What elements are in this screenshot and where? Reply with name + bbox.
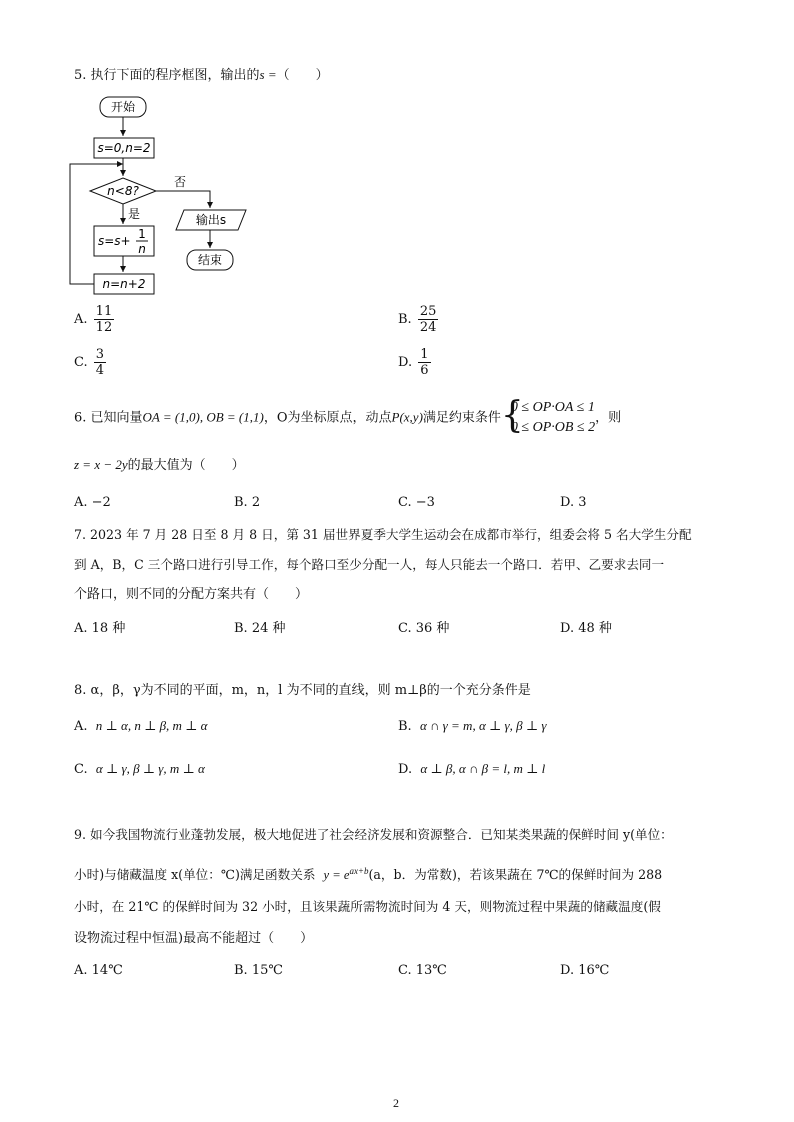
q7-option-d: D. 48 种 xyxy=(560,621,612,636)
flow-output-label: 输出s xyxy=(195,213,227,227)
flow-assign-frac-den: n xyxy=(138,242,146,256)
q6-vectors: OA = (1,0), OB = (1,1) xyxy=(142,409,264,425)
q9-option-a: A. 14℃ xyxy=(74,963,123,978)
q6-constraint-system: { 0 ≤ OP·OA ≤ 1 0 ≤ OP·OB ≤ 2 xyxy=(500,395,596,436)
q8-option-b: B. α ∩ γ = m, α ⊥ γ, β ⊥ γ xyxy=(398,718,547,734)
q6-stem-line2: z = x − 2y的最大值为（ ） xyxy=(74,457,245,473)
q8-option-a: A. n ⊥ α, n ⊥ β, m ⊥ α xyxy=(74,718,208,734)
q5-option-b: B. $\frac{25}{24}$ xyxy=(398,304,437,335)
flow-assign-frac-num: 1 xyxy=(138,227,146,241)
q7-option-b: B. 24 种 xyxy=(234,621,286,636)
flow-init-label: s=0,n=2 xyxy=(97,141,151,155)
q7-stem-line1: 7. 2023 年 7 月 28 日至 8 月 8 日，第 31 届世界夏季大学生运动会在成都市举行，组委会将 5 名大学生分配 xyxy=(74,527,692,542)
q6-option-d: D. 3 xyxy=(560,495,587,510)
q7-stem-line2: 到 A，B，C 三个路口进行引导工作，每个路口至少分配一人，每人只能去一个路口．若甲、乙要求去同一 xyxy=(74,557,665,572)
q7-stem-line3: 个路口，则不同的分配方案共有（ ） xyxy=(74,587,309,602)
flow-end-label: 结束 xyxy=(197,253,223,267)
flow-start-label: 开始 xyxy=(110,100,136,114)
q9-stem-line1: 9. 如今我国物流行业蓬勃发展，极大地促进了社会经济发展和资源整合．已知某类果蔬的保鲜时间 y(单位： xyxy=(74,827,673,842)
q9-stem-line3: 小时，在 21℃ 的保鲜时间为 32 小时，且该果蔬所需物流时间为 4 天，则物流过程中果蔬的储藏温度(假 xyxy=(74,899,661,914)
q9-option-c: C. 13℃ xyxy=(398,963,447,978)
q8-stem: 8. α，β，γ为不同的平面，m，n，l 为不同的直线，则 m⊥β的一个充分条件是 xyxy=(74,683,531,698)
q6-option-c: C. −3 xyxy=(398,495,435,510)
flow-assign-label: s=s+ xyxy=(98,234,131,248)
q6-option-a: A. −2 xyxy=(74,495,111,510)
q5-flowchart xyxy=(62,92,262,302)
q6-stem: 6. 已知向量OA = (1,0), OB = (1,1)，O为坐标原点，动点P(x,y)满足约束条件 { 0 ≤ OP·OA ≤ 1 0 ≤ OP·OB ≤ 2 ，则 xyxy=(74,395,622,436)
q8-option-d: D. α ⊥ β, α ∩ β = l, m ⊥ l xyxy=(398,761,546,777)
flow-yes-label: 是 xyxy=(128,207,141,221)
q9-option-d: D. 16℃ xyxy=(560,963,610,978)
q5-stem: 5. 执行下面的程序框图，输出的s =（ ） xyxy=(74,67,329,83)
q8-option-c: C. α ⊥ γ, β ⊥ γ, m ⊥ α xyxy=(74,761,205,777)
flow-decision-label: n<8? xyxy=(107,184,139,198)
q9-stem-line4: 设物流过程中恒温)最高不能超过（ ） xyxy=(74,931,314,946)
q9-stem-line2: 小时)与储藏温度 x(单位：℃)满足函数关系 $y = e^{ax+b}(a$，b．为常数)，若该果蔬在 7℃的保鲜时间为 288 xyxy=(74,866,663,883)
q7-option-c: C. 36 种 xyxy=(398,621,450,636)
q5-option-d: D. $\frac{1}{6}$ xyxy=(398,347,429,378)
q6-option-b: B. 2 xyxy=(234,495,261,510)
q7-option-a: A. 18 种 xyxy=(74,621,126,636)
page-number: 2 xyxy=(393,1096,399,1110)
flow-incr-label: n=n+2 xyxy=(102,277,146,291)
flow-no-label: 否 xyxy=(174,175,187,189)
q5-option-a: A. $\frac{11}{12}$ xyxy=(74,304,113,335)
q9-option-b: B. 15℃ xyxy=(234,963,283,978)
q5-option-c: C. $\frac{3}{4}$ xyxy=(74,347,105,378)
